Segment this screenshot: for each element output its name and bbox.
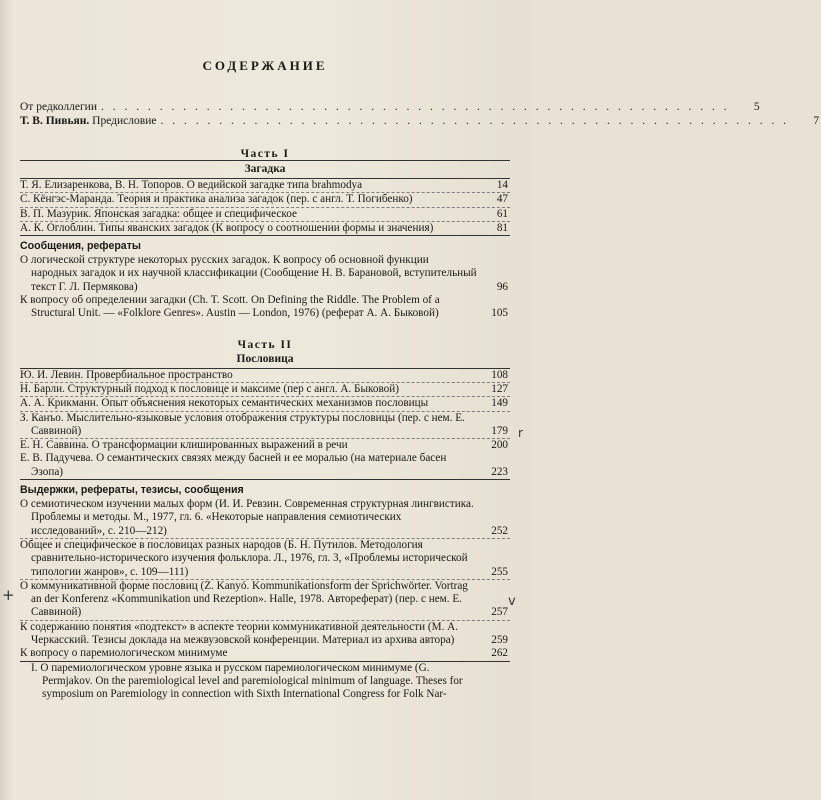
toc-entry: В. П. Мазурик. Японская загадка: общее и специфическое 61	[20, 207, 508, 220]
entry-label: От редколлегии	[20, 101, 97, 113]
toc-entry: О семиотическом изучении малых форм (И. И. Ревзин. Современная структурная лингвистика. Проблемы и методы. М., 1977, гл. 6. «Некоторые направления семиотических исследований», с. 210—212) 252	[20, 498, 508, 537]
entry-page: 5	[753, 101, 760, 113]
entry-page: 7	[813, 115, 820, 127]
entry-page: 252	[491, 524, 508, 537]
entry-page: 259	[491, 634, 508, 647]
entry-page: 149	[491, 397, 508, 410]
toc-entry: К содержанию понятия «подтекст» в аспекте теории коммуникативной деятельности (М. А. Черкасский. Тезисы доклада на межвузовской конференции. Материал из архива автора) 259	[20, 620, 508, 647]
entry-page: 81	[496, 221, 508, 234]
divider	[20, 160, 510, 161]
entry-page: 179	[491, 424, 508, 437]
entry-page: 200	[491, 439, 508, 452]
toc-entry: А. К. Оглоблин. Типы яванских загадок (К вопросу о соотношении формы и значения) 81	[20, 221, 508, 234]
handwritten-plus-mark: +	[2, 586, 15, 604]
toc-entry: Н. Барли. Структурный подход к пословице и максиме (пер с англ. А. Быковой) 127	[20, 382, 508, 395]
leader-dots: . . . . . . . . . . . . . . . . . . . . . . . . . . . . . . . . . . . . . . . . . . . . . . . . . . . . . .	[160, 115, 790, 127]
entry-page: 96	[496, 280, 508, 293]
toc-entry: Е. В. Падучева. О семантических связях между басней и ее моралью (на материале басен Эзопа) 223	[20, 452, 508, 478]
section-heading: Пословица	[236, 352, 294, 365]
entry-page: 262	[491, 647, 508, 660]
part-heading: Часть I	[240, 148, 290, 160]
toc-entry: I. О паремиологическом уровне языка и русском паремиологическом минимуме (G. Permjakov. On the paremiological level and paremiological minimum of language. Theses for symposium on Paremiology in connection with Sixth International Congress for Folk Nar-	[31, 661, 463, 701]
contents-title: СОДЕРЖАНИЕ	[202, 58, 328, 73]
handwritten-check-mark: v	[508, 594, 516, 609]
toc-entry-preface	[20, 114, 820, 128]
entry-page: 108	[491, 368, 508, 381]
toc-entry: Т. Я. Елизаренкова, В. Н. Топоров. О ведийской загадке типа brahmodya 14	[20, 179, 508, 191]
toc-entry: С. Кёнгэс-Маранда. Теория и практика анализа загадок (пер. с англ. Т. Погибенко) 47	[20, 193, 508, 206]
entry-page: 105	[491, 307, 508, 320]
entry-page: 257	[491, 606, 508, 619]
toc-entry-editors	[20, 100, 760, 114]
subsection-heading: Сообщения, рефераты	[20, 240, 141, 253]
leader-dots: . . . . . . . . . . . . . . . . . . . . . . . . . . . . . . . . . . . . . . . . . . . . . . . . . . . . . .	[100, 101, 730, 113]
toc-entry: Е. Н. Саввина. О трансформации клишированных выражений в речи 200	[20, 439, 508, 452]
entry-page: 47	[496, 193, 508, 206]
toc-entry: О коммуникативной форме пословиц (Z. Kanyó. Kommunikationsform der Sprichwörter. Vortrag an der Konferenz «Kommunikation und Rezeption». Halle, 1978. Автореферат) (пер. с нем. Е. Саввиной) 257	[20, 579, 508, 619]
toc-entry: Ю. И. Левин. Провербиальное пространство 108	[20, 368, 508, 381]
toc-entry: К вопросу об определении загадки (Ch. T. Scott. On Defining the Riddle. The Problem of a Structural Unit. — «Folklore Genres». Austin — London, 1976) (реферат А. А. Быковой) 105	[20, 294, 508, 320]
divider	[20, 479, 510, 480]
entry-label: Предисловие	[92, 115, 157, 127]
toc-entry: К вопросу о паремиологическом минимуме 262	[20, 647, 508, 660]
handwritten-margin-mark: r	[518, 426, 523, 440]
entry-page: 61	[496, 207, 508, 220]
entry-page: 223	[491, 465, 508, 478]
subsection-heading: Выдержки, рефераты, тезисы, сообщения	[20, 484, 244, 497]
section-heading: Загадка	[244, 163, 286, 175]
part-heading: Часть II	[237, 338, 293, 351]
entry-page: 14	[496, 179, 508, 191]
entry-page: 127	[491, 382, 508, 395]
entry-page: 255	[491, 565, 508, 578]
toc-entry: З. Канъо. Мыслительно-языковые условия отображения структуры пословицы (пер. с нем. Е. Саввиной) 179	[20, 411, 508, 437]
toc-entry: Общее и специфическое в пословицах разных народов (Б. Н. Путилов. Методология сравнительно-исторического изучения фольклора. Л., 1976, гл. 3, «Проблемы исторической типологии жанров», с. 109—111) 255	[20, 538, 508, 578]
entry-author: Т. В. Пивьян.	[20, 115, 90, 127]
toc-entry: А. А. Крикманн. Опыт объяснения некоторых семантических механизмов пословицы 149	[20, 397, 508, 410]
divider	[20, 235, 510, 236]
toc-entry: О логической структуре некоторых русских загадок. К вопросу об основной функции народных загадок и их научной классификации (Сообщение Н. В. Барановой, вступительный текст Г. Л. Пермякова) 96	[20, 254, 508, 293]
